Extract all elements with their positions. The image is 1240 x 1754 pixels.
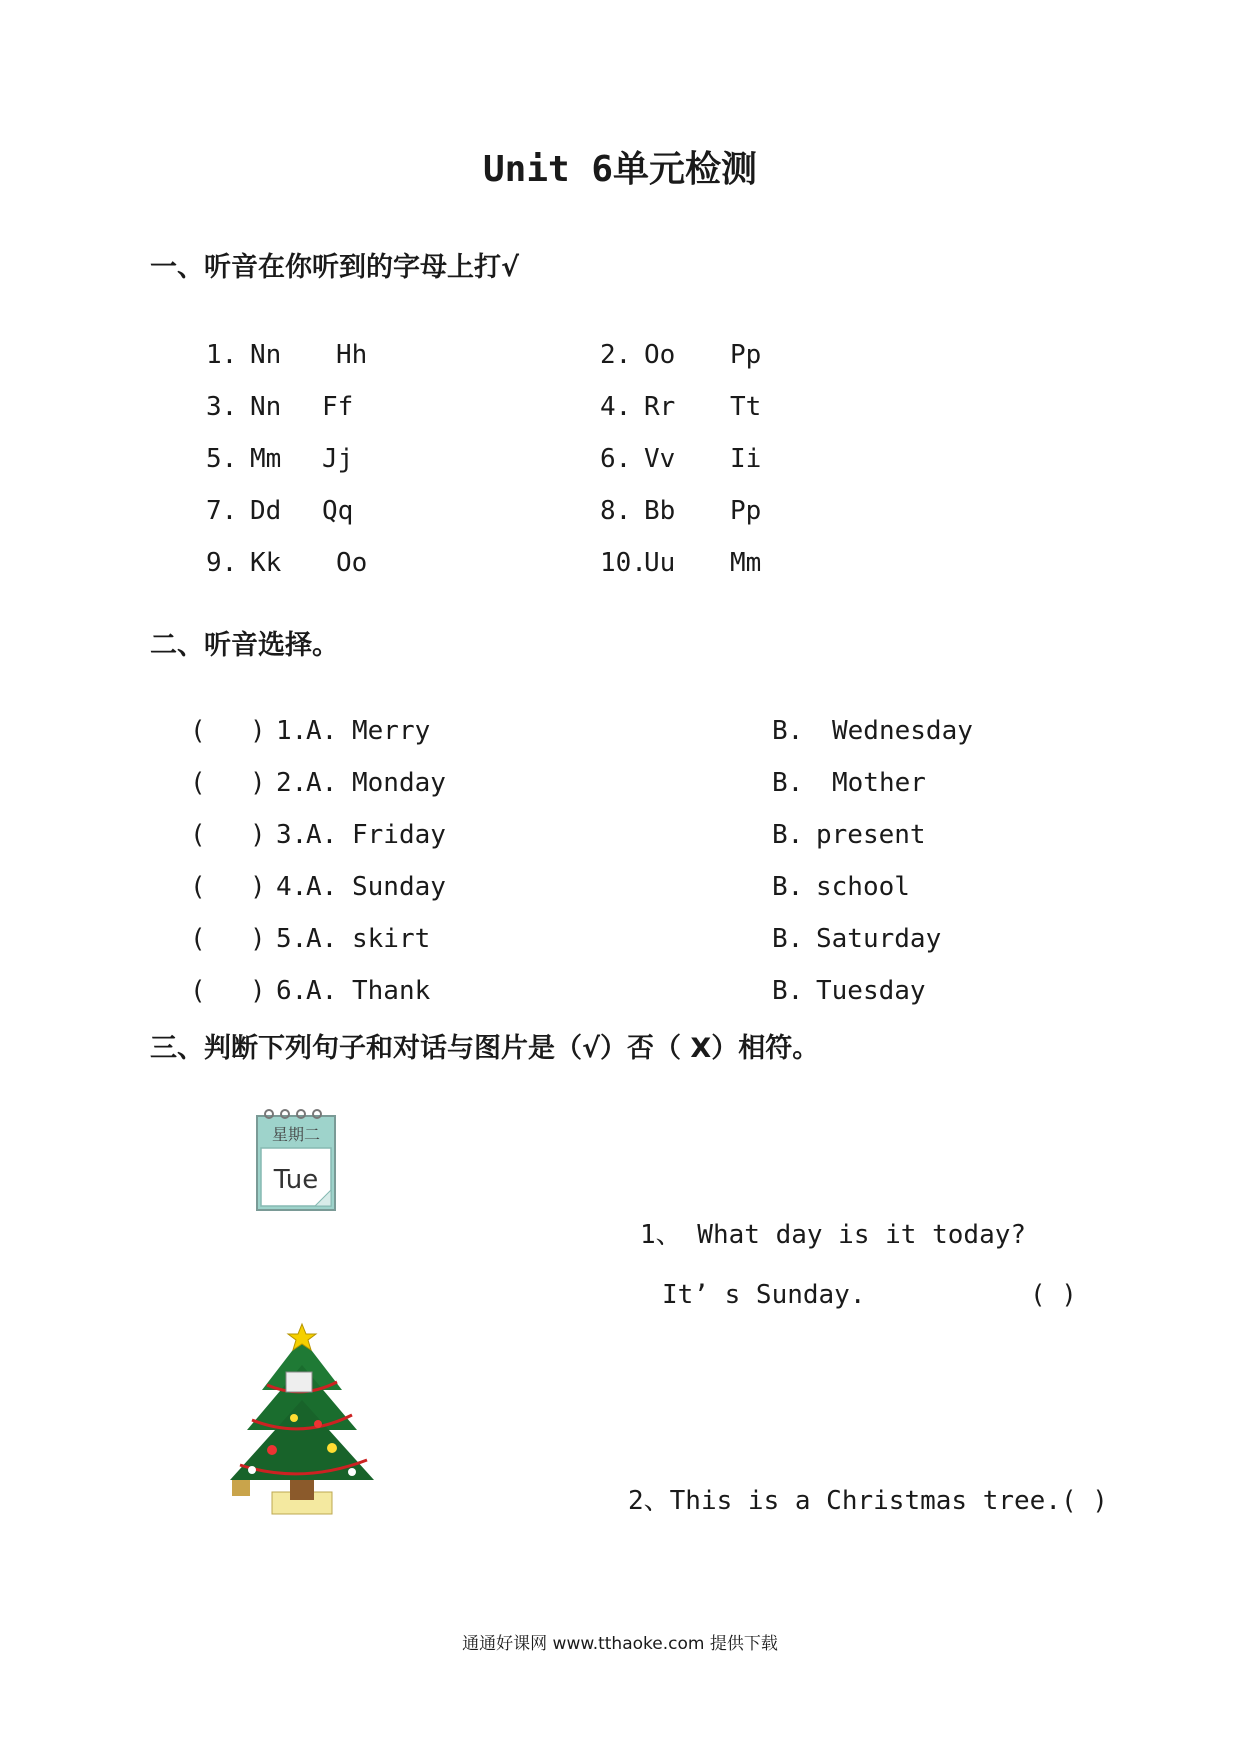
option-b-word[interactable]: Tuesday [816,976,926,1006]
letter-option-a[interactable]: Rr [644,392,676,422]
option-b-label: B. [772,716,804,746]
answer-paren-open[interactable]: ( [190,716,206,746]
letter-option-a[interactable]: Vv [644,444,676,474]
option-a-label: A. [306,976,338,1006]
answer-paren-close: ) [250,716,266,746]
answer-paren-close: ) [250,768,266,798]
item-number: 7. [206,496,238,526]
option-a-label: A. [306,716,338,746]
letter-option-a[interactable]: Nn [250,392,282,422]
question-number: 6. [276,976,308,1006]
letter-option-b[interactable]: Jj [322,444,354,474]
option-a-word[interactable]: Friday [352,820,446,850]
answer-paren-close: ) [250,872,266,902]
option-b-word[interactable]: school [816,872,910,902]
option-b-label: B. [772,768,804,798]
letter-option-b[interactable]: Hh [336,340,368,370]
option-a-label: A. [306,820,338,850]
christmas-tree-image [222,1320,382,1520]
section-3-heading: 三、判断下列句子和对话与图片是（√）否（ X）相符。 [150,1033,820,1064]
question-number: 3. [276,820,308,850]
option-a-word[interactable]: Sunday [352,872,446,902]
letter-option-a[interactable]: Dd [250,496,282,526]
item-number: 2. [600,340,632,370]
item-number: 8. [600,496,632,526]
item-number: 5. [206,444,238,474]
letter-option-b[interactable]: Pp [730,496,762,526]
letter-option-b[interactable]: Ff [322,392,354,422]
section-1-heading: 一、听音在你听到的字母上打√ [150,252,520,283]
page-title: Unit 6单元检测 [482,149,758,190]
answer-paren-close: ) [250,976,266,1006]
option-b-word[interactable]: Mother [832,768,926,798]
letter-option-a[interactable]: Kk [250,548,282,578]
answer-paren-close: ) [250,820,266,850]
option-b-label: B. [772,976,804,1006]
answer-paren-open[interactable]: ( [190,820,206,850]
letter-option-a[interactable]: Mm [250,444,282,474]
answer-paren-open[interactable]: ( [190,872,206,902]
letter-option-a[interactable]: Nn [250,340,282,370]
option-b-word[interactable]: Saturday [816,924,942,954]
letter-option-b[interactable]: Qq [322,496,354,526]
option-b-label: B. [772,872,804,902]
calendar-image [255,1108,337,1212]
q3-1-answer: It’ s Sunday. [662,1280,866,1310]
letter-option-b[interactable]: Oo [336,548,368,578]
option-a-word[interactable]: skirt [352,924,431,954]
answer-paren-close: ) [250,924,266,954]
option-a-word[interactable]: Thank [352,976,431,1006]
option-a-label: A. [306,768,338,798]
option-a-word[interactable]: Monday [352,768,446,798]
letter-option-b[interactable]: Ii [730,444,762,474]
option-b-label: B. [772,924,804,954]
answer-paren-open[interactable]: ( [190,768,206,798]
question-number: 4. [276,872,308,902]
question-number: 1. [276,716,308,746]
option-b-label: B. [772,820,804,850]
option-b-word[interactable]: present [816,820,926,850]
option-a-label: A. [306,924,338,954]
letter-option-a[interactable]: Uu [644,548,676,578]
q3-2-statement: 2、This is a Christmas tree.( ) [628,1486,1108,1516]
option-a-word[interactable]: Merry [352,716,431,746]
letter-option-b[interactable]: Pp [730,340,762,370]
item-number: 10. [600,548,647,578]
item-number: 1. [206,340,238,370]
answer-paren-open[interactable]: ( [190,976,206,1006]
item-number: 4. [600,392,632,422]
calendar-top-text: 星期二 [271,1125,321,1144]
answer-paren-open[interactable]: ( [190,924,206,954]
letter-option-b[interactable]: Tt [730,392,762,422]
christmas-tree-icon [222,1320,382,1520]
item-number: 9. [206,548,238,578]
calendar-main-text: Tue [273,1165,319,1195]
letter-option-a[interactable]: Oo [644,340,676,370]
item-number: 6. [600,444,632,474]
q3-1-blank[interactable]: ( ) [1030,1280,1077,1310]
option-a-label: A. [306,872,338,902]
calendar-icon [255,1108,337,1212]
question-number: 5. [276,924,308,954]
item-number: 3. [206,392,238,422]
footer-text: 通通好课网 www.tthaoke.com 提供下载 [462,1634,778,1654]
letter-option-a[interactable]: Bb [644,496,676,526]
letter-option-b[interactable]: Mm [730,548,762,578]
q3-1-question: 1、 What day is it today? [640,1220,1027,1250]
question-number: 2. [276,768,308,798]
section-2-heading: 二、听音选择。 [150,630,339,661]
option-b-word[interactable]: Wednesday [832,716,973,746]
